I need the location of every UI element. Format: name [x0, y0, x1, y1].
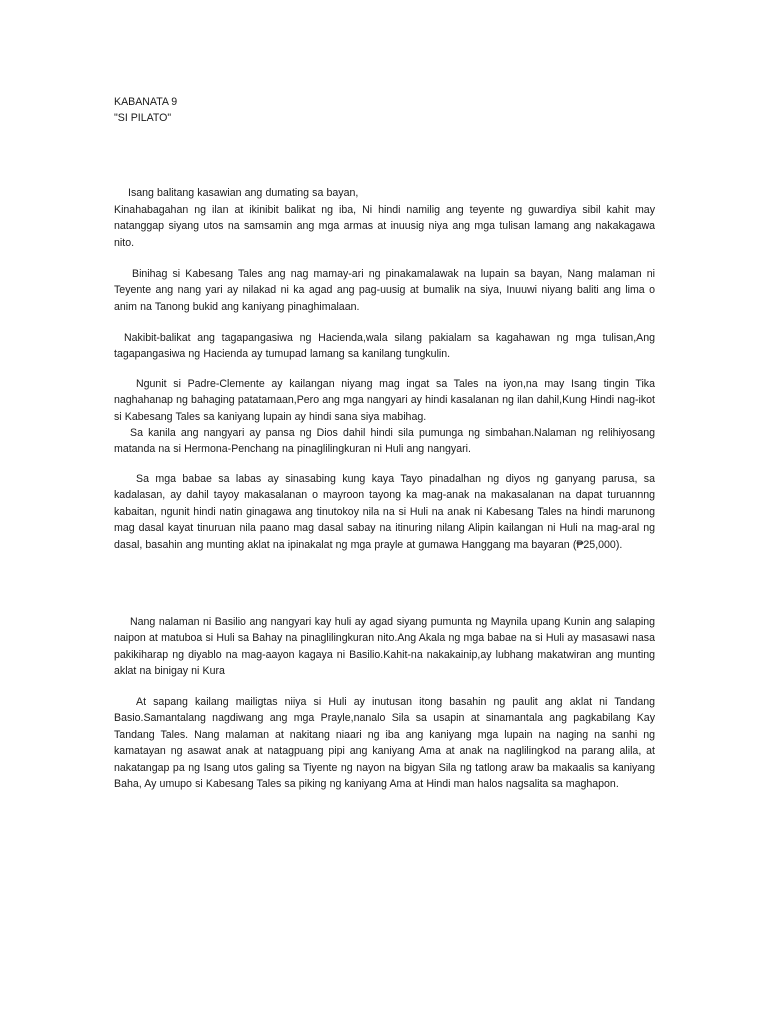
chapter-number: KABANATA 9	[114, 96, 178, 108]
paragraph-5: Sa kanila ang nangyari ay pansa ng Dios dahil hindi sila pumunga ng simbahan.Nalaman ng relihiyosang matanda na si Hermona-Penchang na pinaglilingkuran ni Huli ang nangyari.	[114, 427, 655, 456]
paragraph-4: Ngunit si Padre-Clemente ay kailangan niyang mag ingat sa Tales na iyon,na may Isang tingin Tika naghahanap ng bahaging patatamaan,Pero ang mga nangyari ay hindi kasalanan ng ilan dahil,Kung Hindi nag-ikot si Kabesang Tales sa kaniyang lupain ay hindi sana siya mabihag.	[114, 378, 655, 423]
paragraph-3: Nakibit-balikat ang tagapangasiwa ng Hacienda,wala silang pakialam sa kagahawan ng mga tulisan,Ang tagapangasiwa ng Hacienda ay tumupad lamang sa kanilang tungkulin.	[114, 332, 655, 361]
paragraph-7: Nang nalaman ni Basilio ang nangyari kay huli ay agad siyang pumunta ng Maynila upang Kunin ang salaping naipon at matuboa si Huli sa Bahay na pinaglilingkuran nito.Ang Akala ng mga babae na si Huli ay masasawi nasa pakikiharap ng diyablo na mag-aayon kagaya ni Basilio.Kahit-na nakakainip,ay lubhang makatwiran ang munting aklat na binigay ni Kura	[114, 616, 655, 678]
paragraph-8: At sapang kailang mailigtas niiya si Huli ay inutusan itong basahin ng paulit ang aklat ni Tandang Basio.Samantalang nagdiwang ang mga Prayle,nanalo Sila sa usapin at sinamantala ang pagkabilang Kay Tandang Tales. Nang malaman at nakitang niaari ng iba ang kaniyang mga lupain na naging na sanhi ng kamatayan ng asawat anak at natagpuang pipi ang kaniyang Ama at anak na naglilingkod na parang alila, at nakatangap pa ng Isang utos galing sa Tiyente ng nayon na bigyan Sila ng tatlong araw ba makaalis sa kaniyang Baha, Ay umupo si Kabesang Tales sa piking ng kaniyang Ama at Hindi man halos nagsalita sa maghapon.	[114, 696, 655, 791]
paragraph-1-body: Kinahabagahan ng ilan at ikinibit balikat ng iba, Ni hindi namilig ang teyente ng guwardiya sibil kahit may natanggap siyang utos na samsamin ang mga armas at inuusig niya ang mga tulisan lamang ang nakakagawa nito.	[114, 204, 655, 249]
paragraph-6: Sa mga babae sa labas ay sinasabing kung kaya Tayo pinadalhan ng diyos ng ganyang parusa, sa kadalasan, ay dahil tayoy makasalanan o mayroon tayong ka mag-anak na makasalanan na dapat turuannng kabaitan, ngunit hindi natin ginagawa ang tinutokoy nila na si Huli na anak ni Kabesang Tales na hindi marunong mag dasal kayat tinuruan nila paano mag dasal sabay na itinuring nilang Alipin kailangan ni Huli na mag-aral ng dasal, basahin ang munting aklat na ipinakalat ng mga prayle at gumawa Hanggang ma bayaran (₱25,000).	[114, 473, 655, 551]
paragraph-2: Binihag si Kabesang Tales ang nag mamay-ari ng pinakamalawak na lupain sa bayan, Nang malaman ni Teyente ang nang yari ay nilakad ni ka agad ang pag-uusig at bumalik na siya, Inuuwi niyang baliti ang lima o anim na Tanong bukid ang kaniyang pinaghimalaan.	[114, 268, 655, 313]
chapter-heading	[114, 94, 177, 126]
chapter-title: "SI PILATO"	[114, 112, 172, 124]
paragraph-1-opening: Isang balitang kasawian ang dumating sa bayan,	[128, 187, 359, 199]
